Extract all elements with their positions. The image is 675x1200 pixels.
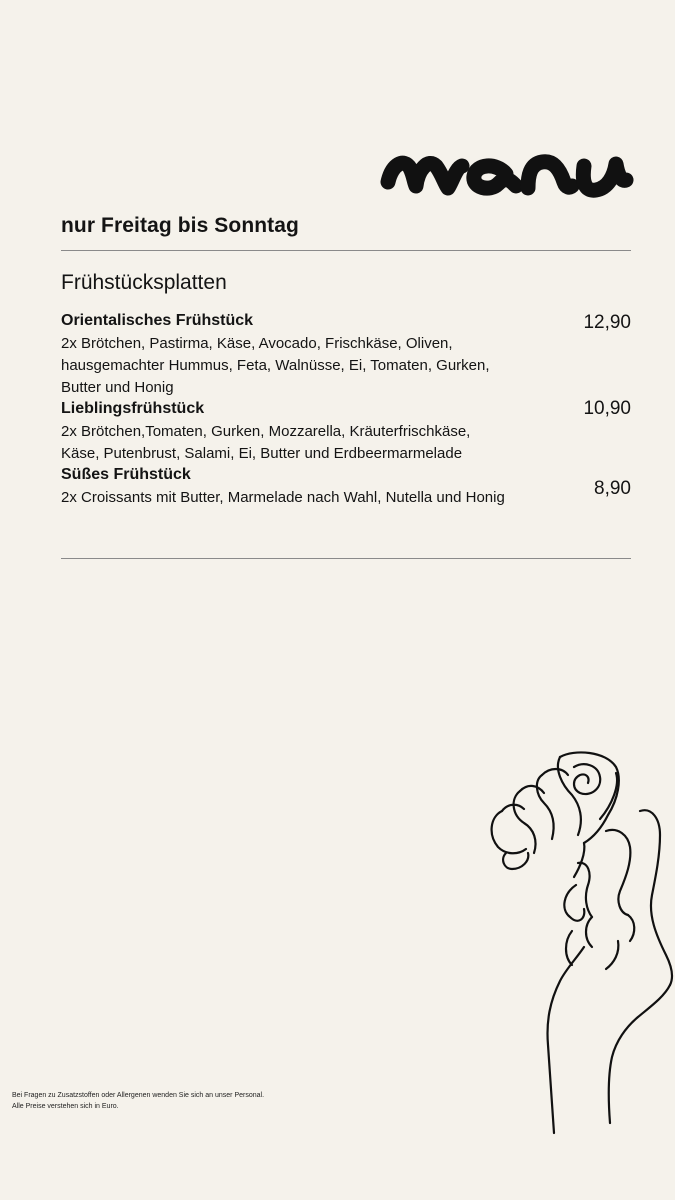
menu-item-description: 2x Croissants mit Butter, Marmelade nach Wahl, Nutella und Honig <box>61 489 505 506</box>
footnote-allergens: Bei Fragen zu Zusatzstoffen oder Allergenen wenden Sie sich an unser Personal. <box>12 1092 265 1099</box>
section-title: Frühstücksplatten <box>61 271 227 294</box>
divider-bottom <box>61 558 631 559</box>
subtitle: nur Freitag bis Sonntag <box>61 214 299 237</box>
menu-item-name: Lieblingsfrühstück <box>61 400 205 417</box>
hand-holding-croissant-icon <box>480 745 675 1140</box>
croissant-hand-illustration <box>480 745 675 1140</box>
menu-item-price: 10,90 <box>583 398 631 419</box>
menu-item <box>61 398 631 465</box>
menu-item-price: 8,90 <box>594 478 631 499</box>
menu-item-name: Süßes Frühstück <box>61 466 191 483</box>
menu-item-name: Orientalisches Frühstück <box>61 312 254 329</box>
menu-item <box>61 310 631 399</box>
menu-item-description: 2x Brötchen,Tomaten, Gurken, Mozzarella, Kräuterfrischkäse, Käse, Putenbrust, Salami, Ei, Butter und Erdbeermarmelade <box>61 423 471 462</box>
menu-logo <box>378 146 634 206</box>
divider-top <box>61 250 631 251</box>
handwritten-menu-logo-icon <box>378 146 634 206</box>
footnote <box>12 1090 264 1112</box>
menu-item-description: 2x Brötchen, Pastirma, Käse, Avocado, Frischkäse, Oliven, hausgemachter Hummus, Feta, Walnüsse, Ei, Tomaten, Gurken, Butter und Honig <box>61 335 490 396</box>
menu-item-price: 12,90 <box>583 312 631 333</box>
menu-item <box>61 464 631 509</box>
footnote-prices: Alle Preise verstehen sich in Euro. <box>12 1103 119 1110</box>
